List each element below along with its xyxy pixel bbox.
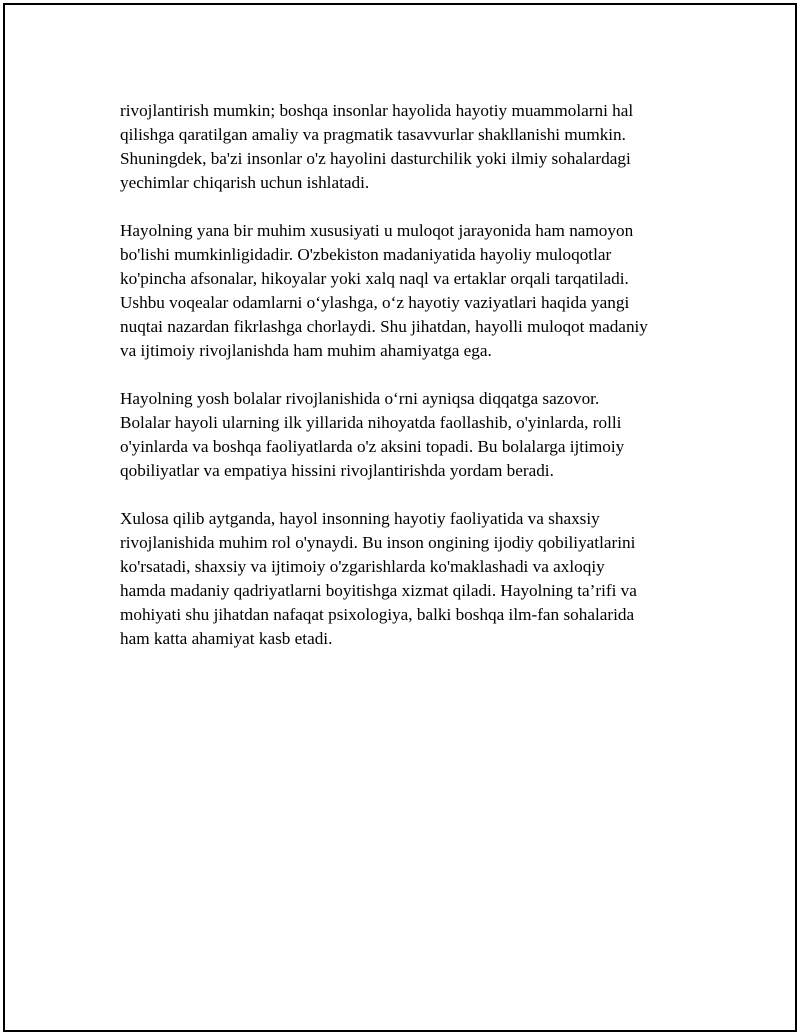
text-line: mohiyati shu jihatdan nafaqat psixologiya, balki boshqa ilm-fan sohalarida	[120, 605, 635, 624]
text-line: Ushbu voqealar odamlarni o‘ylashga, o‘z hayotiy vaziyatlari haqida yangi	[120, 293, 630, 312]
text-line: rivojlantirish mumkin; boshqa insonlar hayolida hayotiy muammolarni hal	[120, 101, 634, 120]
text-line: hamda madaniy qadriyatlarni boyitishga xizmat qiladi. Hayolning ta’rifi va	[120, 581, 637, 600]
paragraph-4	[120, 507, 695, 651]
text-line: Hayolning yana bir muhim xususiyati u muloqot jarayonida ham namoyon	[120, 221, 634, 240]
document-page	[3, 3, 797, 1032]
text-line: yechimlar chiqarish uchun ishlatadi.	[120, 173, 370, 192]
document-body	[120, 99, 695, 675]
text-line: ham katta ahamiyat kasb etadi.	[120, 629, 333, 648]
text-line: Shuningdek, ba'zi insonlar o'z hayolini dasturchilik yoki ilmiy sohalardagi	[120, 149, 631, 168]
text-line: Hayolning yosh bolalar rivojlanishida o‘rni ayniqsa diqqatga sazovor.	[120, 389, 600, 408]
text-line: nuqtai nazardan fikrlashga chorlaydi. Shu jihatdan, hayolli muloqot madaniy	[120, 317, 648, 336]
text-line: ko'rsatadi, shaxsiy va ijtimoiy o'zgarishlarda ko'maklashadi va axloqiy	[120, 557, 605, 576]
text-line: bo'lishi mumkinligidadir. O'zbekiston madaniyatida hayoliy muloqotlar	[120, 245, 612, 264]
text-line: qilishga qaratilgan amaliy va pragmatik tasavvurlar shakllanishi mumkin.	[120, 125, 626, 144]
text-line: ko'pincha afsonalar, hikoyalar yoki xalq naql va ertaklar orqali tarqatiladi.	[120, 269, 629, 288]
text-line: Xulosa qilib aytganda, hayol insonning hayotiy faoliyatida va shaxsiy	[120, 509, 600, 528]
text-line: qobiliyatlar va empatiya hissini rivojlantirishda yordam beradi.	[120, 461, 554, 480]
paragraph-2	[120, 219, 695, 363]
paragraph-3	[120, 387, 695, 483]
text-line: rivojlanishida muhim rol o'ynaydi. Bu inson ongining ijodiy qobiliyatlarini	[120, 533, 636, 552]
paragraph-1	[120, 99, 695, 195]
text-line: o'yinlarda va boshqa faoliyatlarda o'z aksini topadi. Bu bolalarga ijtimoiy	[120, 437, 625, 456]
text-line: va ijtimoiy rivojlanishda ham muhim ahamiyatga ega.	[120, 341, 492, 360]
text-line: Bolalar hayoli ularning ilk yillarida nihoyatda faollashib, o'yinlarda, rolli	[120, 413, 622, 432]
